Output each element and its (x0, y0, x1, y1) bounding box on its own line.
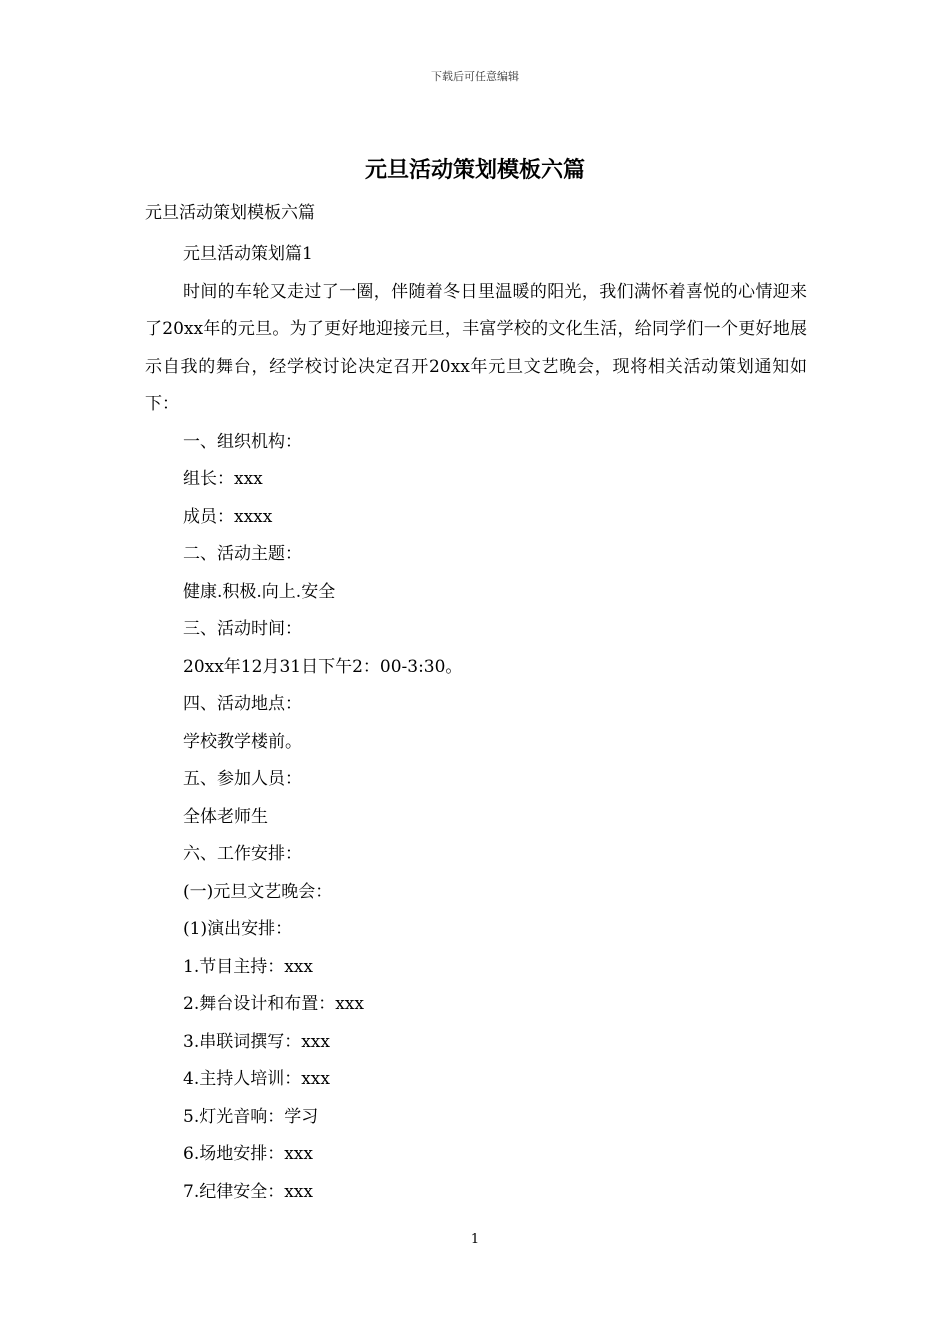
body-line: 成员：xxxx (183, 506, 273, 527)
page-header-note: 下载后可任意编辑 (431, 70, 519, 83)
intro-paragraph: 时间的车轮又走过了一圈，伴随着冬日里温暖的阳光，我们满怀着喜悦的心情迎来了20xx年的元旦。为了更好地迎接元旦，丰富学校的文化生活，给同学们一个更好地展示自我的舞台，经学校讨论决定召开20xx年元旦文艺晚会，现将相关活动策划通知如下： (145, 281, 807, 414)
body-line: 五、参加人员： (183, 769, 302, 789)
document-subtitle: 元旦活动策划模板六篇 (145, 203, 315, 223)
body-line: 一、组织机构： (183, 431, 302, 452)
body-line: 全体老师生 (183, 806, 268, 827)
body-line: 三、活动时间： (183, 619, 302, 639)
body-line: 6.场地安排：xxx (183, 1144, 313, 1164)
body-line: (一)元旦文艺晚会： (183, 881, 333, 902)
page-number: 1 (470, 1232, 480, 1247)
body-line: 组长：xxx (183, 469, 263, 489)
body-line: 四、活动地点： (183, 694, 302, 714)
section-heading: 元旦活动策划篇1 (183, 244, 313, 264)
body-line: 学校教学楼前。 (183, 731, 302, 752)
body-line: 健康.积极.向上.安全 (183, 581, 336, 602)
body-line: 2.舞台设计和布置：xxx (183, 994, 364, 1014)
body-line: (1)演出安排： (183, 919, 293, 939)
body-line: 六、工作安排： (183, 844, 302, 864)
body-line: 5.灯光音响：学习 (183, 1106, 319, 1127)
body-line: 3.串联词撰写：xxx (183, 1031, 330, 1052)
document-title: 元旦活动策划模板六篇 (364, 157, 585, 183)
body-line: 4.主持人培训：xxx (183, 1069, 330, 1089)
document-body (145, 236, 807, 1211)
body-line: 20xx年12月31日下午2：00-3:30。 (183, 656, 463, 677)
body-line: 1.节目主持：xxx (183, 956, 313, 977)
body-line: 7.纪律安全：xxx (183, 1181, 313, 1202)
body-line: 二、活动主题： (183, 544, 302, 564)
